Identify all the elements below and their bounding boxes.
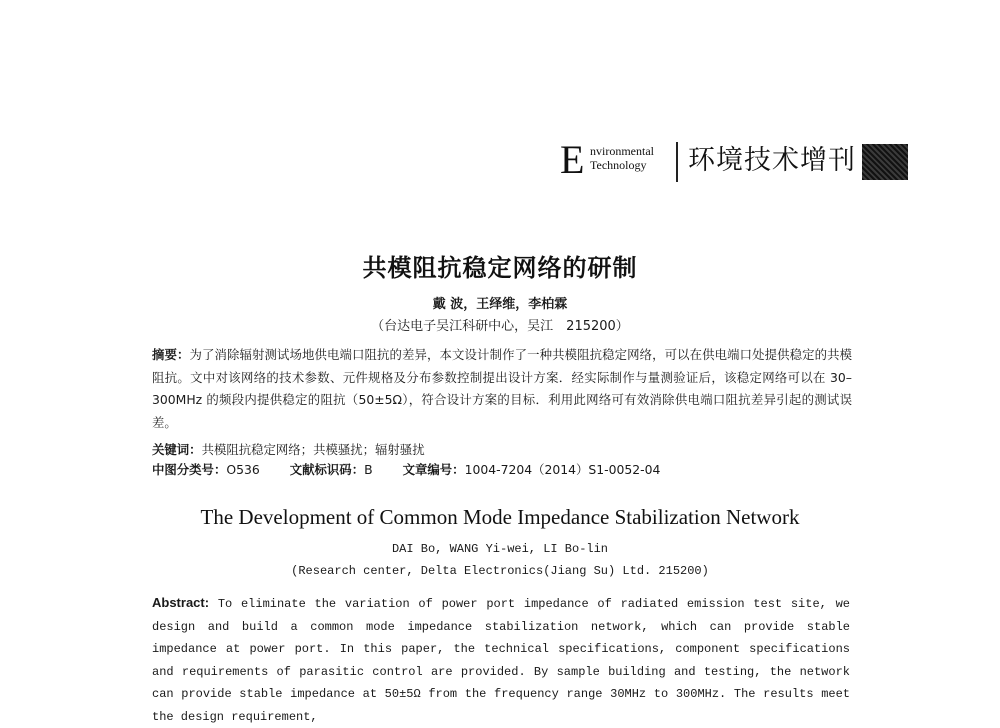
doc-code-label: 文献标识码： <box>289 462 365 477</box>
clc-value: O536 <box>226 462 260 477</box>
journal-logo-line1: nvironmental <box>590 144 654 158</box>
journal-logo-line2: Technology <box>590 158 647 172</box>
clc-label: 中图分类号： <box>152 462 227 477</box>
journal-logo-letter: E <box>560 137 585 182</box>
abstract-label-en: Abstract: <box>152 595 210 610</box>
paper-title-en: The Development of Common Mode Impedance Stabilization Network <box>200 505 800 529</box>
keywords-cn <box>152 441 852 459</box>
doc-code-value: B <box>364 462 373 477</box>
banner-divider <box>676 142 678 182</box>
abstract-cn <box>152 344 852 434</box>
abstract-text-cn: 为了消除辐射测试场地供电端口阻抗的差异，本文设计制作了一种共模阻抗稳定网络，可以在供电端口处提供稳定的共模阻抗。文中对该网络的技术参数、元件规格及分布参数控制提出设计方案．经实际制作与量测验证后，该稳定网络可以在 30–300MHz 的频段内提供稳定的阻抗（50±5Ω），符合设计方案的目标．利用此网络可有效消除供电端口阻抗差异引起的测试误差。 <box>152 347 853 430</box>
authors-cn: 戴 波，王绎维，李柏霖 <box>432 297 568 312</box>
banner-decorative-block <box>862 144 908 180</box>
abstract-label-cn: 摘要： <box>152 347 190 362</box>
authors-en: DAI Bo, WANG Yi-wei, LI Bo-lin <box>391 542 609 556</box>
article-no-label: 文章编号： <box>402 462 465 477</box>
affiliation-en: (Research center, Delta Electronics(Jiang Su) Ltd. 215200) <box>291 564 709 578</box>
abstract-text-en: To eliminate the variation of power port impedance of radiated emission test site, we design and build a common mode impedance stabilization network, which can provide stable impedance at power port. In this paper, the technical specifications, component specifications and requirements of parasitic control are provided. By sample building and testing, the network can provide stable impedance at 50±5Ω from the frequency range 30MHz to 300MHz. The results meet the design requirement, <box>152 597 850 724</box>
keywords-label-cn: 关键词： <box>152 442 202 457</box>
paper-title-cn: 共模阻抗稳定网络的研制 <box>362 254 638 282</box>
classification-cn <box>152 461 852 479</box>
affiliation-cn: （台达电子吴江科研中心，吴江 215200） <box>371 319 629 334</box>
journal-name-cn: 环境技术增刊 <box>688 145 856 176</box>
keywords-text-cn: 共模阻抗稳定网络；共模骚扰；辐射骚扰 <box>201 442 425 457</box>
abstract-en <box>152 592 850 728</box>
article-no-value: 1004-7204（2014）S1-0052-04 <box>464 462 661 477</box>
journal-banner <box>560 137 920 188</box>
